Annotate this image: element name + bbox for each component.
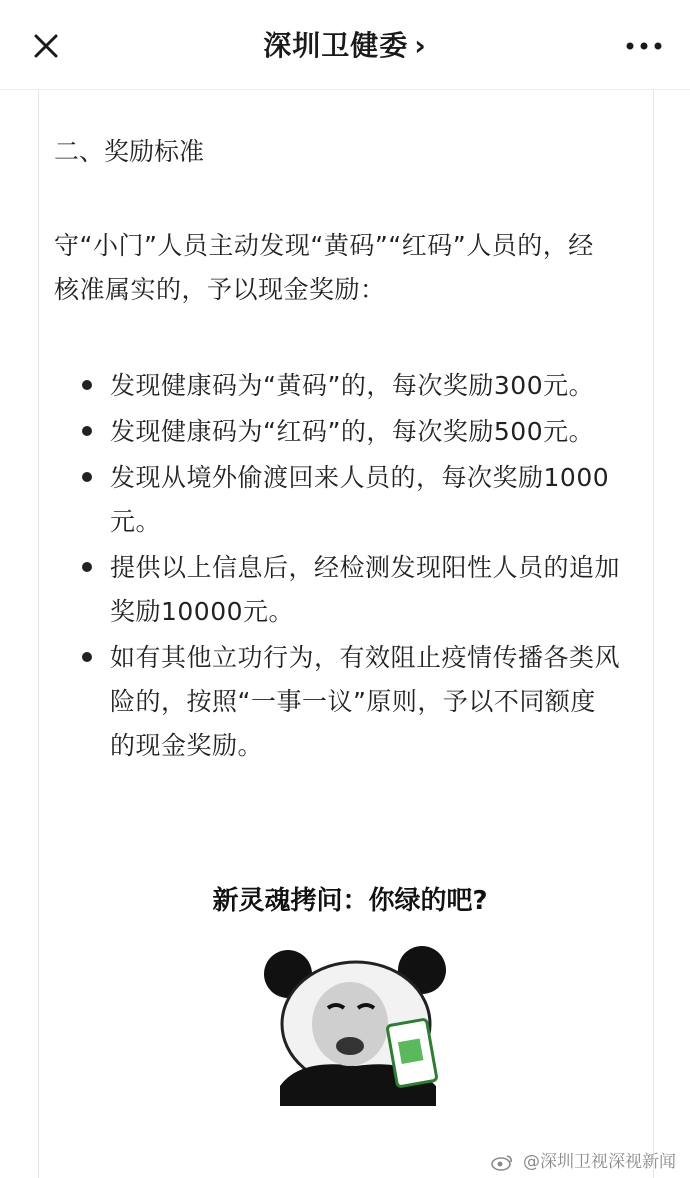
- account-title[interactable]: [0, 24, 690, 64]
- bullet-icon: [82, 380, 92, 390]
- article-body: [54, 130, 644, 770]
- list-item-text: 元。: [110, 507, 162, 536]
- intro-line: 核准属实的，予以现金奖励：: [54, 275, 386, 304]
- section-heading: 二、奖励标准: [54, 137, 205, 166]
- bullet-icon: [82, 652, 92, 662]
- bullet-icon: [82, 426, 92, 436]
- watermark-text: @深圳卫视深视新闻: [523, 1152, 676, 1172]
- meme-caption: 新灵魂拷问：你绿的吧?: [212, 886, 488, 916]
- weibo-logo-icon: [490, 1153, 514, 1171]
- reward-list: [54, 364, 644, 768]
- list-item: [54, 410, 644, 454]
- intro-paragraph: [54, 224, 644, 312]
- list-item-text: 发现从境外偷渡回来人员的，每次奖励1000: [110, 463, 610, 492]
- list-item: [54, 636, 644, 768]
- account-name[interactable]: 深圳卫健委: [263, 29, 409, 62]
- bullet-icon: [82, 562, 92, 572]
- chevron-right-icon: ›: [414, 29, 427, 62]
- panda-meme-icon: [260, 946, 460, 1106]
- list-item: [54, 456, 644, 544]
- list-item: [54, 364, 644, 408]
- list-item: [54, 546, 644, 634]
- meme-image: [200, 880, 500, 1120]
- bullet-icon: [82, 472, 92, 482]
- intro-line: 守“小门”人员主动发现“黄码”“红码”人员的，经: [54, 231, 594, 260]
- list-item-text: 发现健康码为“红码”的，每次奖励500元。: [110, 417, 595, 446]
- more-icon: [622, 32, 666, 60]
- list-item-text: 如有其他立功行为，有效阻止疫情传播各类风: [110, 643, 621, 672]
- more-button[interactable]: [622, 32, 666, 60]
- list-item-text: 险的，按照“一事一议”原则，予以不同额度: [110, 687, 596, 716]
- top-bar: [0, 0, 690, 90]
- list-item-text: 发现健康码为“黄码”的，每次奖励300元。: [110, 371, 595, 400]
- watermark: [490, 1147, 676, 1172]
- list-item-text: 奖励10000元。: [110, 597, 295, 626]
- list-item-text: 提供以上信息后，经检测发现阳性人员的追加: [110, 553, 621, 582]
- list-item-text: 的现金奖励。: [110, 731, 264, 760]
